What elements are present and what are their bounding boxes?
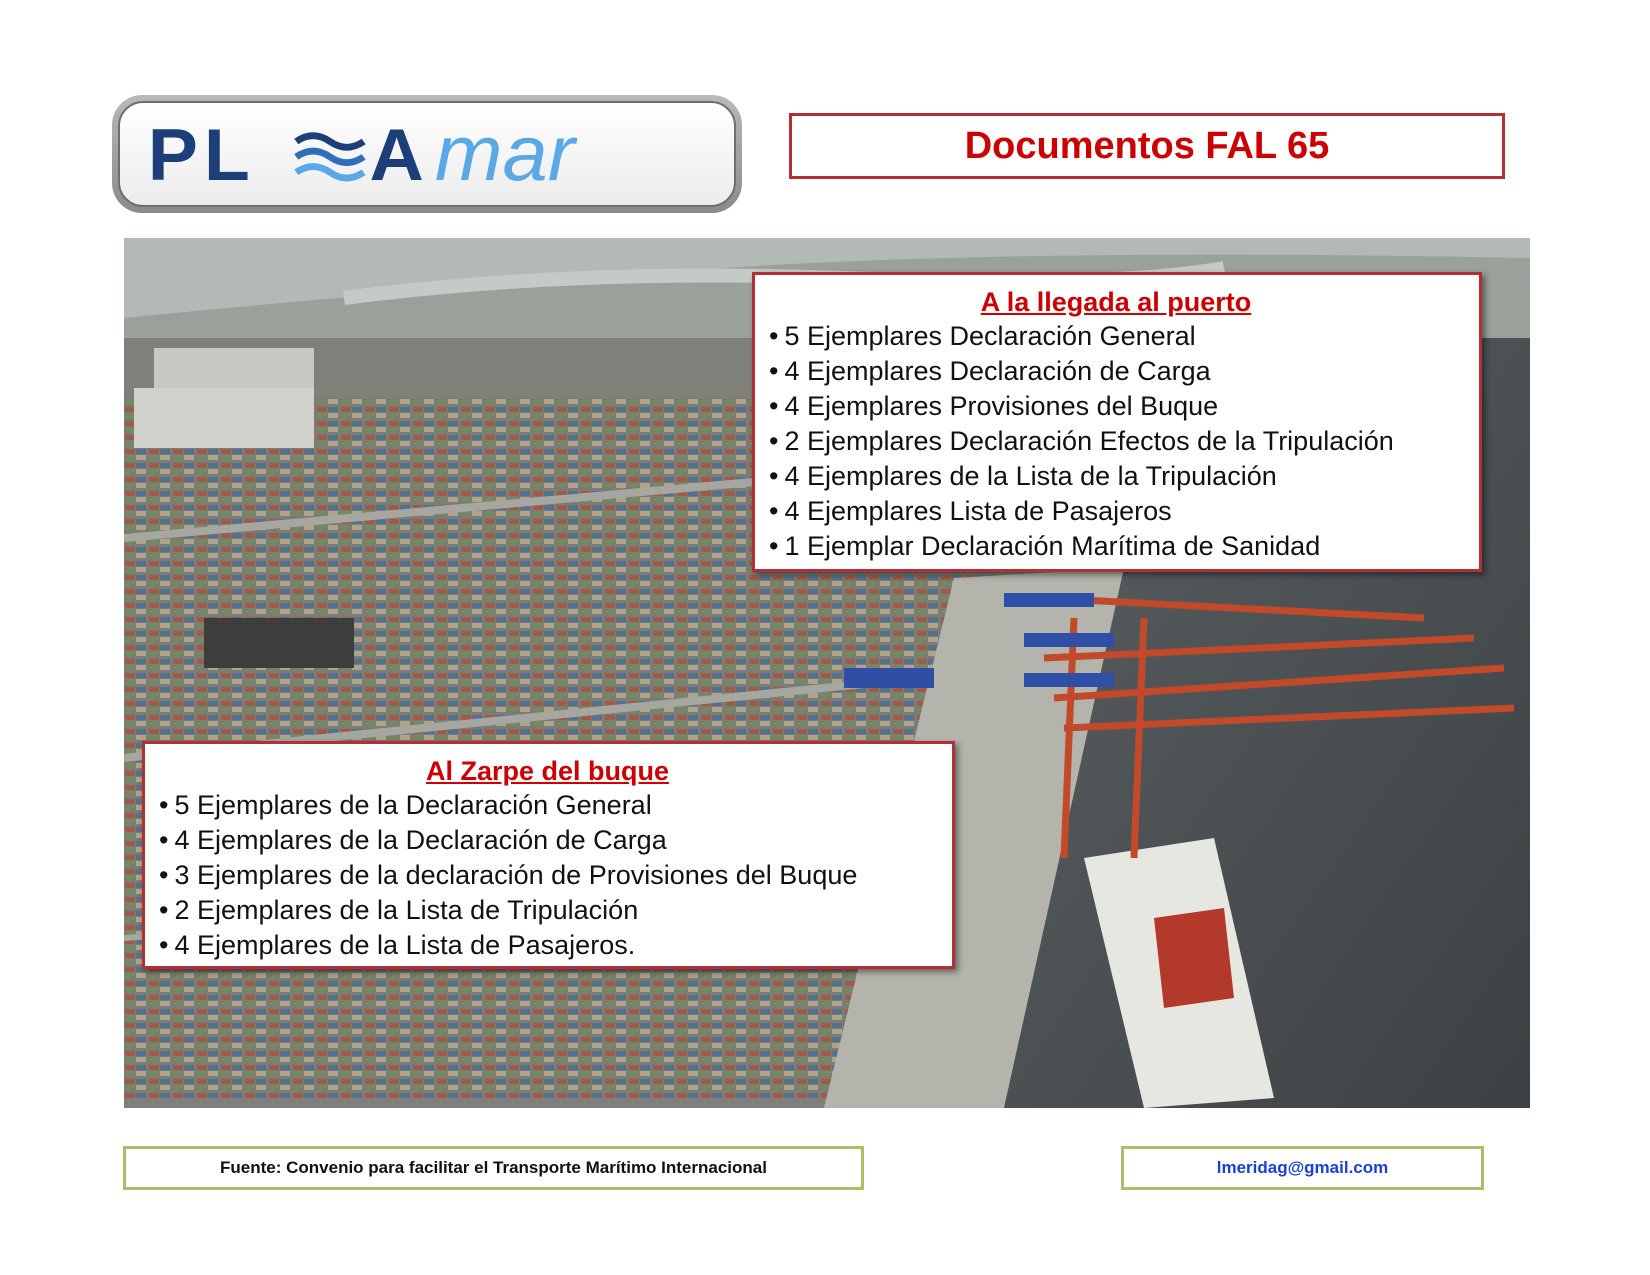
bullet: •	[159, 860, 169, 890]
list-item-text: 3 Ejemplares de la declaración de Provisiones del Buque	[174, 860, 858, 890]
list-item	[769, 494, 1463, 529]
list-item	[769, 354, 1463, 389]
bullet: •	[769, 496, 779, 526]
email-text: lmeridag@gmail.com	[1216, 1158, 1389, 1177]
logo-text-pl: PL	[147, 113, 256, 196]
bullet: •	[769, 531, 779, 561]
list-item	[769, 459, 1463, 494]
list-item	[159, 823, 936, 858]
list-item-text: 1 Ejemplar Declaración Marítima de Sanidad	[784, 531, 1321, 561]
title-box	[789, 113, 1505, 179]
list-item-text: 4 Ejemplares de la Lista de la Tripulación	[784, 461, 1277, 491]
page-title: Documentos FAL 65	[964, 124, 1330, 167]
logo-wave-icon	[296, 136, 363, 178]
bullet: •	[769, 426, 779, 456]
list-item	[769, 389, 1463, 424]
pleamar-logo	[112, 95, 742, 213]
list-item-text: 4 Ejemplares de la Declaración de Carga	[174, 825, 667, 855]
list-item	[769, 424, 1463, 459]
bullet: •	[159, 895, 169, 925]
list-item-text: 4 Ejemplares Provisiones del Buque	[784, 391, 1219, 421]
list-item	[159, 893, 936, 928]
logo-text-mar: mar	[434, 109, 575, 197]
bullet: •	[769, 321, 779, 351]
source-text: Fuente: Convenio para facilitar el Transporte Marítimo Internacional	[220, 1158, 767, 1177]
departure-heading: Al Zarpe del buque	[425, 756, 670, 786]
pleamar-logo-graphic	[120, 103, 734, 205]
list-item-text: 5 Ejemplares Declaración General	[784, 321, 1196, 351]
bullet: •	[769, 391, 779, 421]
logo-text-a: A	[369, 113, 424, 196]
bullet: •	[159, 825, 169, 855]
list-item-text: 2 Ejemplares de la Lista de Tripulación	[174, 895, 639, 925]
arrival-documents-box	[752, 272, 1482, 572]
bullet: •	[769, 356, 779, 386]
bullet: •	[159, 790, 169, 820]
list-item	[159, 858, 936, 893]
email-box	[1121, 1146, 1484, 1190]
list-item	[769, 319, 1463, 354]
source-box	[123, 1146, 864, 1190]
bullet: •	[769, 461, 779, 491]
list-item-text: 4 Ejemplares Lista de Pasajeros	[784, 496, 1172, 526]
list-item-text: 5 Ejemplares de la Declaración General	[174, 790, 652, 820]
departure-documents-box	[142, 741, 955, 969]
list-item-text: 2 Ejemplares Declaración Efectos de la Tripulación	[784, 426, 1394, 456]
bullet: •	[159, 930, 169, 960]
arrival-heading: A la llegada al puerto	[980, 287, 1252, 317]
list-item	[769, 529, 1463, 564]
list-item-text: 4 Ejemplares de la Lista de Pasajeros.	[174, 930, 636, 960]
list-item-text: 4 Ejemplares Declaración de Carga	[784, 356, 1211, 386]
list-item	[159, 788, 936, 823]
list-item	[159, 928, 936, 963]
